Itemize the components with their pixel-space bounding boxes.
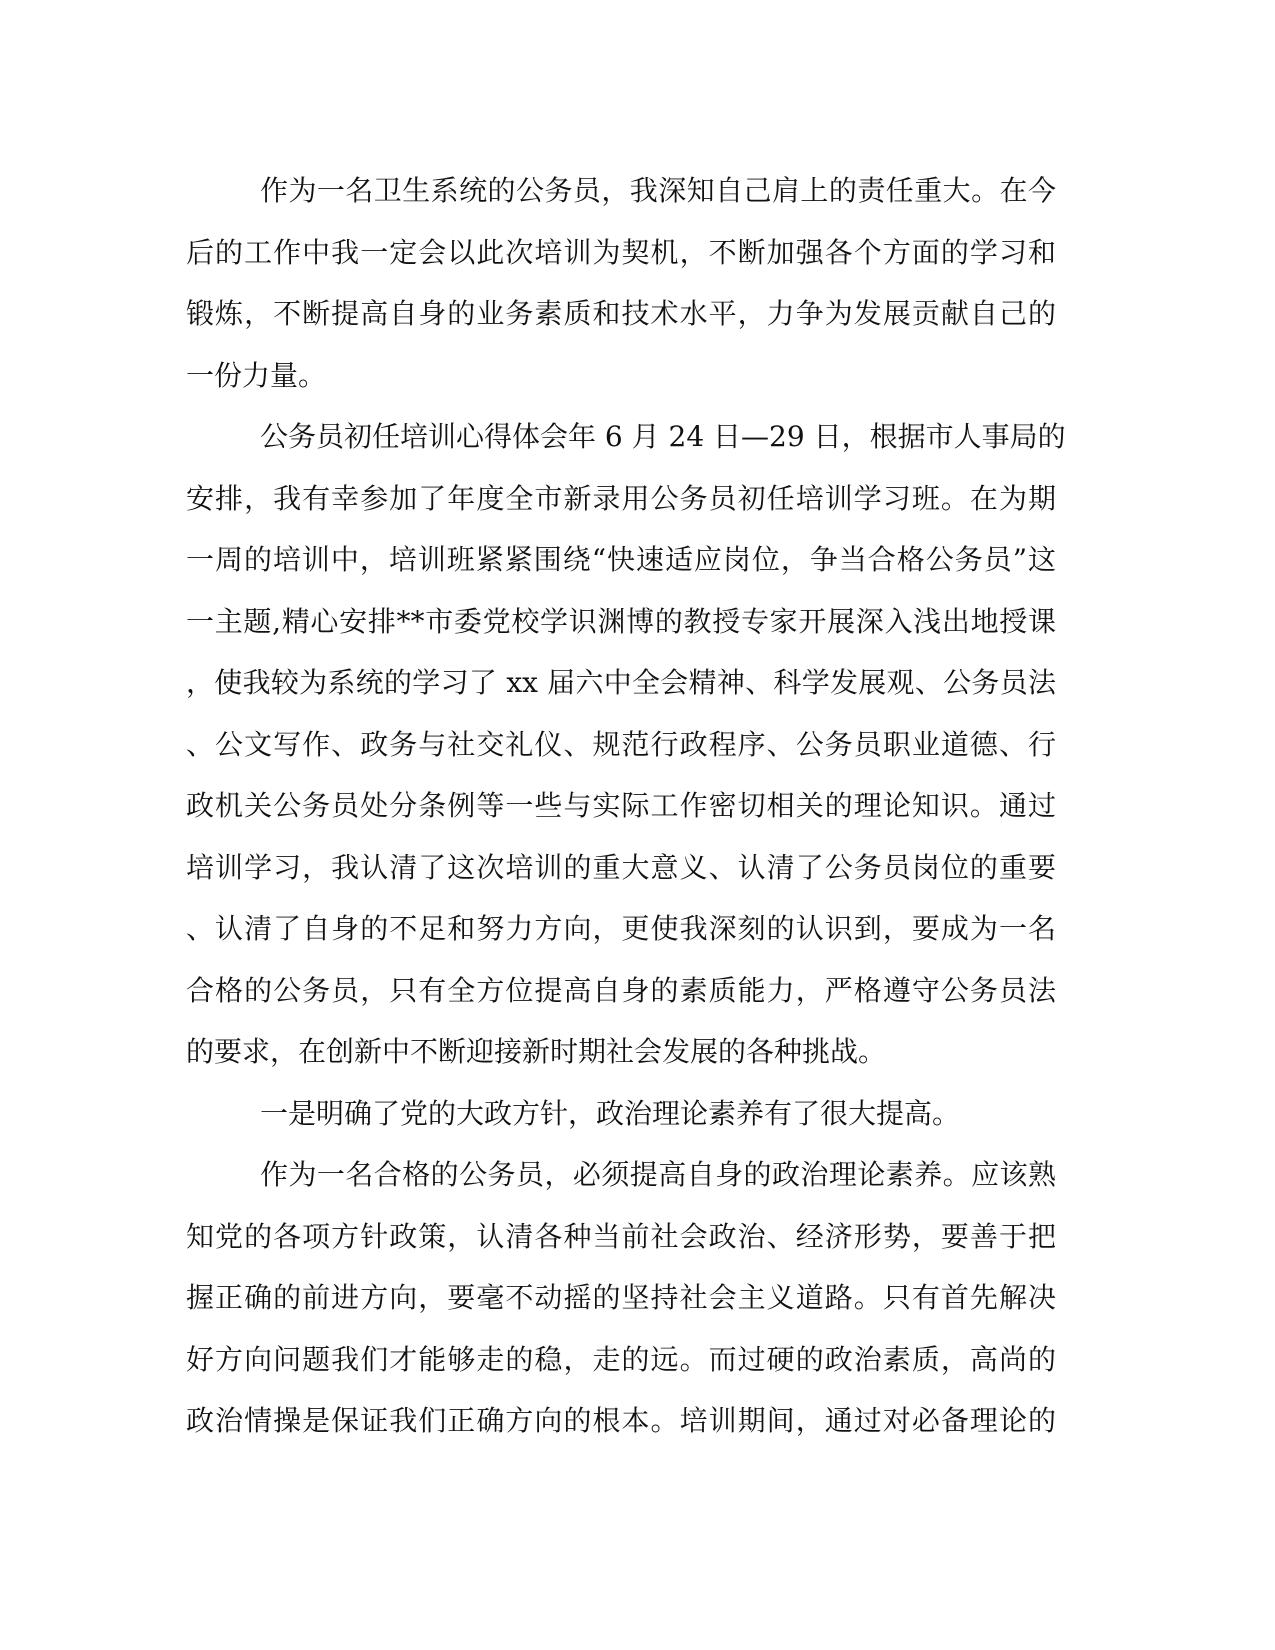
- document-body: [186, 160, 1066, 1452]
- text-line: 安排，我有幸参加了年度全市新录用公务员初任培训学习班。在为期: [186, 481, 1056, 515]
- text-line: 握正确的前进方向，要毫不动摇的坚持社会主义道路。只有首先解决: [186, 1281, 1056, 1314]
- text-line: 合格的公务员，只有全方位提高自身的素质能力，严格遵守公务员法: [186, 973, 1056, 1007]
- text-line: 、公文写作、政务与社交礼仪、规范行政程序、公务员职业道德、行: [186, 727, 1056, 761]
- text-line: 一份力量。: [186, 358, 327, 392]
- text-line: 一周的培训中，培训班紧紧围绕“快速适应岗位，争当合格公务员”这: [186, 543, 1056, 576]
- paragraph-4: [186, 1144, 1056, 1452]
- text-line: ，使我较为系统的学习了 xx 届六中全会精神、科学发展观、公务员法: [186, 666, 1056, 699]
- text-line: 一是明确了党的大政方针，政治理论素养有了很大提高。: [260, 1096, 961, 1130]
- paragraph-3: [186, 1083, 1056, 1145]
- paragraph-2: [186, 406, 1066, 1083]
- text-line: 好方向问题我们才能够走的稳，走的远。而过硬的政治素质，高尚的: [186, 1342, 1056, 1376]
- text-line: 政机关公务员处分条例等一些与实际工作密切相关的理论知识。通过: [186, 789, 1056, 822]
- paragraph-1: [186, 160, 1056, 406]
- text-line: 知党的各项方针政策，认清各种当前社会政治、经济形势，要善于把: [186, 1219, 1056, 1253]
- text-line: 一主题,精心安排**市委党校学识渊博的教授专家开展深入浅出地授课: [186, 604, 1056, 638]
- text-line: 作为一名卫生系统的公务员，我深知自己肩上的责任重大。在今: [260, 174, 1056, 207]
- text-line: 、认清了自身的不足和努力方向，更使我深刻的认识到，要成为一名: [186, 912, 1056, 945]
- text-line: 锻炼，不断提高自身的业务素质和技术水平，力争为发展贡献自己的: [186, 297, 1056, 330]
- text-line: 政治情操是保证我们正确方向的根本。培训期间，通过对必备理论的: [186, 1404, 1056, 1437]
- text-line: 作为一名合格的公务员，必须提高自身的政治理论素养。应该熟: [260, 1158, 1056, 1191]
- text-line: 公务员初任培训心得体会年 6 月 24 日—29 日，根据市人事局的: [260, 420, 1066, 453]
- text-line: 培训学习，我认清了这次培训的重大意义、认清了公务员岗位的重要: [186, 850, 1056, 884]
- text-line: 后的工作中我一定会以此次培训为契机，不断加强各个方面的学习和: [186, 235, 1056, 269]
- text-line: 的要求，在创新中不断迎接新时期社会发展的各种挑战。: [186, 1035, 887, 1068]
